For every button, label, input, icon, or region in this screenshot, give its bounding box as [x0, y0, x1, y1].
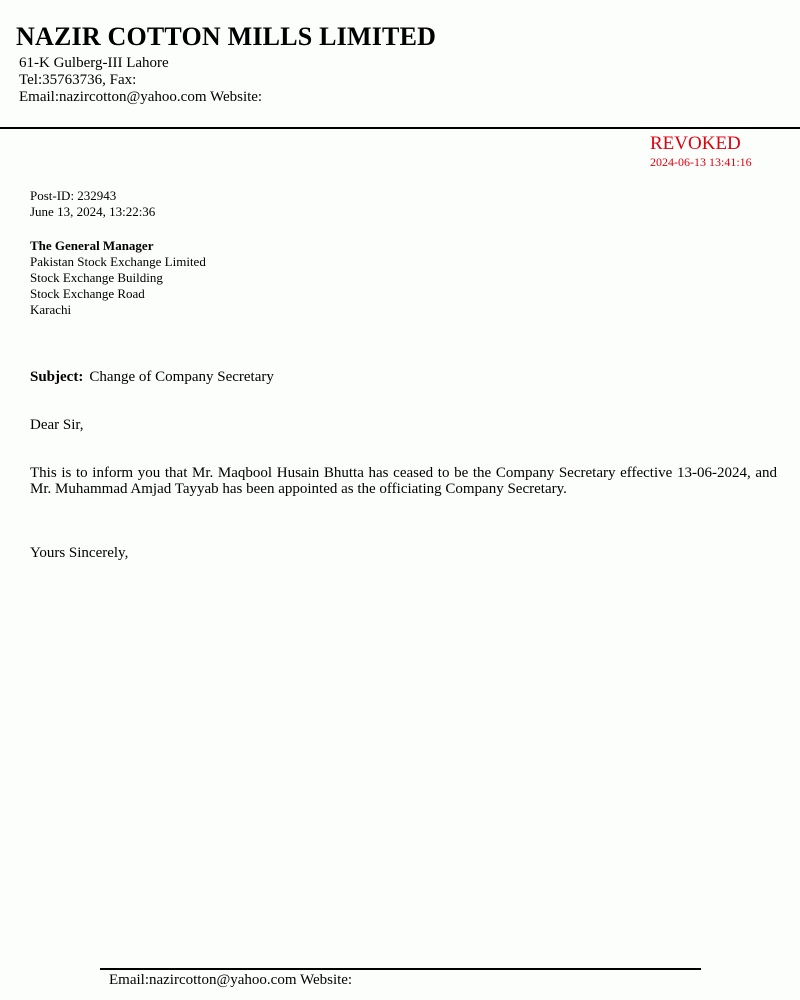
recipient-line: Karachi [30, 302, 72, 317]
salutation: Dear Sir, [30, 417, 84, 433]
company-name: NAZIR COTTON MILLS LIMITED [16, 22, 437, 51]
subject-label: Subject: [30, 369, 84, 385]
subject-line [30, 369, 274, 386]
revoked-status-label: REVOKED [650, 133, 741, 154]
subject-text: Change of Company Secretary [89, 369, 274, 385]
recipient-line: Stock Exchange Road [30, 286, 145, 301]
company-email-website: Email:nazircotton@yahoo.com Website: [19, 89, 263, 105]
post-date: June 13, 2024, 13:22:36 [30, 204, 156, 219]
recipient-line: Pakistan Stock Exchange Limited [30, 254, 206, 269]
footer-email-website: Email:nazircotton@yahoo.com Website: [109, 972, 353, 988]
recipient-line: Stock Exchange Building [30, 270, 163, 285]
header-divider [0, 127, 800, 129]
recipient-title: The General Manager [30, 238, 154, 253]
revoked-timestamp: 2024-06-13 13:41:16 [650, 155, 752, 169]
closing: Yours Sincerely, [30, 545, 129, 561]
letter-body: This is to inform you that Mr. Maqbool Husain Bhutta has ceased to be the Company Secretary effective 13-06-2024, and Mr. Muhammad Amjad Tayyab has been appointed as the officiating Company Secretary. [30, 465, 777, 497]
company-tel-fax: Tel:35763736, Fax: [19, 72, 137, 88]
footer-divider [100, 968, 701, 970]
company-address: 61-K Gulberg-III Lahore [19, 55, 169, 71]
post-id: Post-ID: 232943 [30, 188, 117, 203]
